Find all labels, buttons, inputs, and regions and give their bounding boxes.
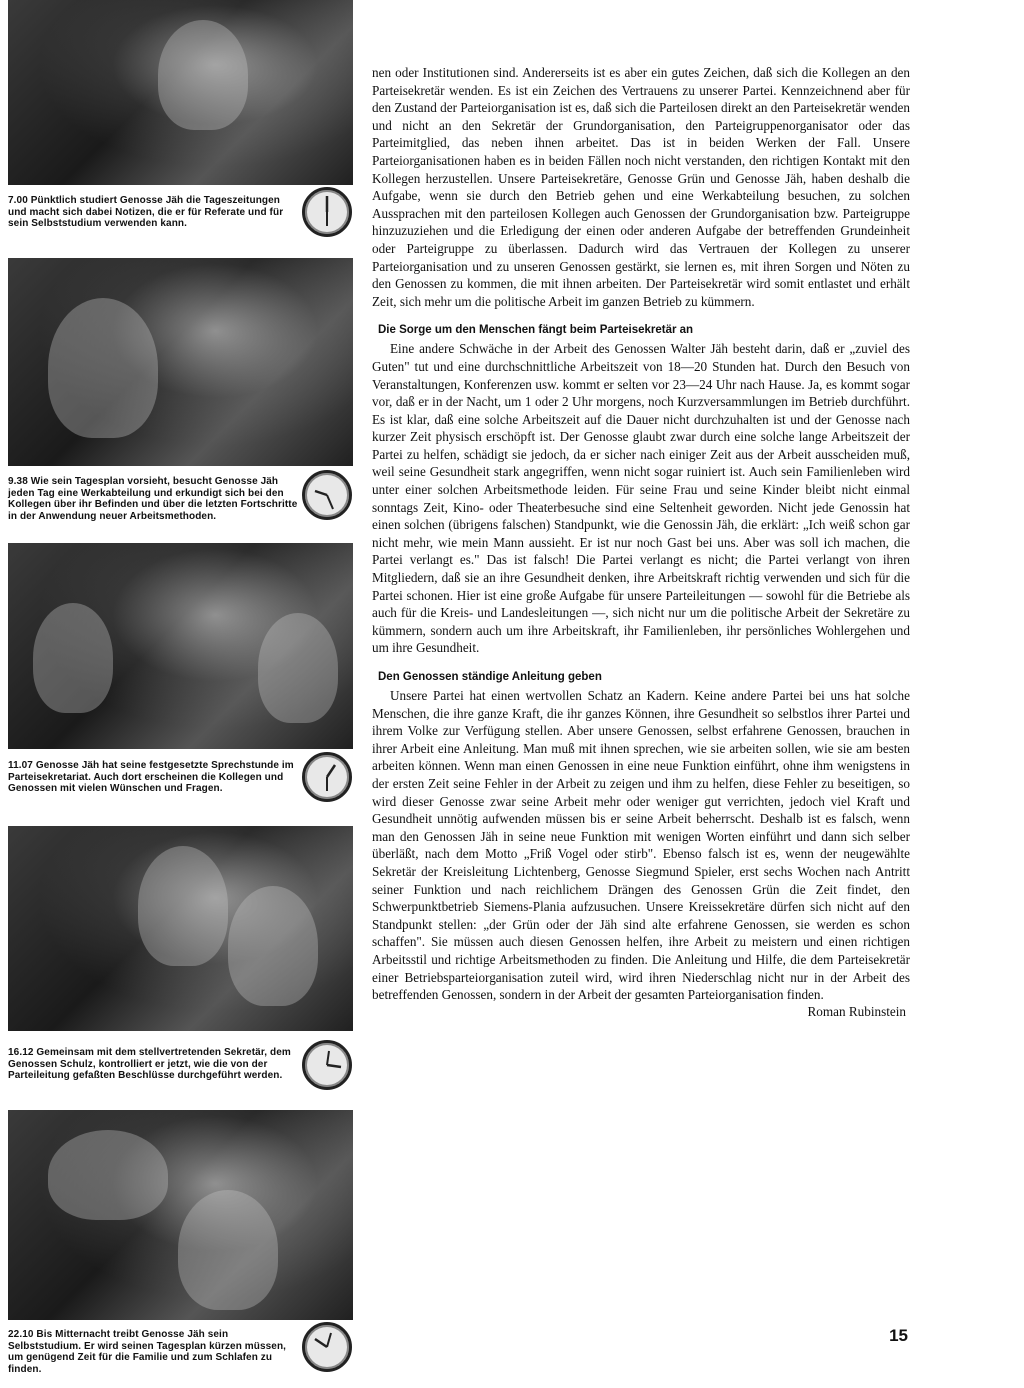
article-intro: nen oder Institutionen sind. Andererseits ist es aber ein gutes Zeichen, daß sich die Kollegen an den Parteisekretär wenden. Es ist ein Zeichen des Vertrauens zu unserer Partei. Kennzeichnend aber für den Zustand der Parteiorganisation ist es, daß sich die Parteilosen direkt an den Parteisekretär wenden und nicht an den Sekretär der Grundorganisation, den Parteigruppenorganisator oder das Parteimitglied, das neben ihnen arbeitet. Das ist in beiden Werken der Fall. Unsere Parteiorganisationen haben es in beiden Fällen noch nicht verstanden, den richtigen Kontakt mit den Kollegen herzustellen. Unsere Parteisekretäre, Genosse Grün und Genosse Jäh, haben deshalb die Aufgabe, wenn sie durch den Betrieb gehen und eine Werkabteilung besuchen, zu solchen Aussprachen mit den parteilosen Kollegen auch Genossen der Grundorganisation bzw. Parteigruppe hinzuzuziehen und die Erledigung der einen oder anderen Aufgabe der betreffenden Grundeinheit oder Parteigruppe zu überlassen. Dadurch wird das Vertrauen der Kollegen zu unserer Parteiorganisation und zu unseren Genossen gestärkt, sie lernen es, mit ihren Sorgen und Nöten zu den Genossen zu kommen, die mit ihnen arbeiten. Der Parteisekretär wird somit entlastet und erhält Zeit, sich mehr um die politische Arbeit im ganzen Betrieb zu kümmern. bbox=[372, 65, 910, 309]
clock-icon bbox=[302, 187, 352, 237]
caption-2 bbox=[8, 476, 298, 522]
photo-column bbox=[8, 0, 353, 1388]
caption-text: Genosse Jäh hat seine festgesetzte Sprechstunde im Parteisekretariat. Auch dort erscheinen die Kollegen und Genossen mit vielen Wünschen und Fragen. bbox=[8, 760, 294, 794]
caption-text: Bis Mitternacht treibt Genosse Jäh sein Selbststudium. Er wird seinen Tagesplan kürzen müssen, um genügend Zeit für die Familie und zum Schlafen zu finden. bbox=[8, 1329, 287, 1375]
section-heading: Den Genossen ständige Anleitung geben bbox=[378, 671, 602, 683]
page-number: 15 bbox=[889, 1326, 908, 1345]
photo-workshop-visit bbox=[8, 258, 353, 466]
article-section-2: Unsere Partei hat einen wertvollen Schatz an Kadern. Keine andere Partei bei uns hat solche Menschen, die ihre ganze Kraft, die ihr ganzes Können, ihre Gesundheit so selbstlos ihrer Partei und ihrem Volke zur Verfügung stellen. Aber unsere Genossen, selbst erfahrene Genossen, brauchen in ihrer Arbeit eine Anleitung. Man muß mit ihnen sprechen, wie sie arbeiten sollen, wie sie am besten arbeiten können. Wenn man einen Genossen in eine neue Funktion einführt, ohne ihm wenigstens in der ersten Zeit seine Fehler in der Arbeit zu zeigen und ihm zu helfen, diese Fehler zu beseitigen, so wird dieser Genosse zwar seine Arbeit mehr oder weniger gut verrichten, jedoch viel Kraft und Gesundheit unnötig aufwenden müssen bis er seine Arbeit beherrscht. Deshalb ist es falsch, wenn man den Genossen Jäh in seine neue Funktion mit wenigen Worten einführt und dann sich selber überläßt, nach dem Motto „Friß Vogel oder stirb". Ebenso falsch ist es, wenn der neugewählte Sekretär der Kreisleitung Lichtenberg, Genosse Siegmund Spieler, erst sechs Wochen nach Antritt seiner Funktion und nach reichlichem Drängen des Genossen Grün die Zeit findet, den Schwerpunktbetrieb Siemens-Plania aufzusuchen. Unsere Kreissekretäre dürfen sich nicht auf den Standpunkt stellen: „der Grün oder der Jäh sind alte erfahrene Genossen, sie werden es schon schaffen". Sie müssen auch diesen Genossen helfen, ihre Arbeit zu meistern und einen richtigen Arbeitsstil und richtige Arbeitsmethoden zu finden. Die Anleitung und Hilfe, die dem Parteisekretär einer Betriebsparteiorganisation zuteil wird, wird ihren Niederschlag nicht nur in der Arbeit des betreffenden Genossen, sondern in der Arbeit der gesamten Parteiorganisation finden. bbox=[372, 688, 910, 1003]
caption-4 bbox=[8, 1047, 298, 1082]
photo-consultation-hour bbox=[8, 543, 353, 749]
caption-text: Pünktlich studiert Genosse Jäh die Tageszeitungen und macht sich dabei Notizen, die er für Referate und für sein Selbststudium verwenden kann. bbox=[8, 195, 284, 229]
caption-time: 11.07 bbox=[8, 760, 33, 771]
caption-time: 7.00 bbox=[8, 195, 28, 206]
caption-time: 16.12 bbox=[8, 1047, 34, 1058]
section-heading: Die Sorge um den Menschen fängt beim Parteisekretär an bbox=[378, 324, 694, 337]
photo-reading-newspaper bbox=[8, 0, 353, 185]
caption-3 bbox=[8, 760, 298, 795]
clock-icon bbox=[302, 470, 352, 520]
author-name: Roman Rubinstein bbox=[807, 1003, 906, 1019]
clock-icon bbox=[302, 752, 352, 802]
caption-time: 22.10 bbox=[8, 1329, 34, 1340]
caption-5 bbox=[8, 1329, 298, 1375]
clock-icon bbox=[302, 1322, 352, 1372]
article-section-1: Eine andere Schwäche in der Arbeit des Genossen Walter Jäh besteht darin, daß er „zuviel des Guten" tut und eine durchschnittliche Arbeitszeit von 18—20 Stunden hat. Durch den Besuch von Veranstaltungen, Konferenzen usw. kommt er selten vor 23—24 Uhr nach Hause. Ja, es kommt sogar vor, daß er in der Nacht, um 1 oder 2 Uhr morgens, noch Kurzversammlungen im Betrieb durchführt. Es ist klar, daß eine solche Arbeitszeit auf die Dauer nicht durchzuhalten ist und der Genosse nach kurzer Zeit physisch erschöpft ist. Der Genosse glaubt zwar durch eine solche lange Arbeitszeit der Partei zu helfen, schädigt sie jedoch, da er sicher nach einiger Zeit aus der Arbeit ausscheiden muß, weil seine Gesundheit stark angegriffen, wenn nicht sogar ruiniert ist. Auch sein Familienleben wird unter einer solchen Arbeitsmethode leiden. Für seine Frau und seine Kinder bleibt nicht einmal sonntags Zeit, Kino- oder Theaterbesuche sind eine Seltenheit geworden. Nicht jede Genossin hat einen solchen (übrigens falschen) Standpunkt, wie die Genossin Jäh, die erklärt: „Ich weiß schon gar nicht mehr, wie mein Mann aussieht. Er ist nur noch Gast bei uns. Aber was soll ich machen, die Partei verlangt es." Das ist falsch! Die Partei verlangt es nicht; die Partei verlangt von ihren Mitgliedern, daß sie an ihre Gesundheit denken, ihre Arbeitskraft richtig verwenden und sich für die Partei schonen. Hier ist eine große Aufgabe für unsere Parteileitungen — sowohl für die Betriebe als auch für die Kreis- und Landesleitungen —, sich nicht nur um die politische Arbeit der Sekretäre zu kümmern, sondern auch um ihre Arbeitskraft, ihr Familienleben, ihr persönliches Wohlergehen und um ihre Gesundheit. bbox=[372, 341, 910, 656]
clock-icon bbox=[302, 1040, 352, 1090]
caption-text: Gemeinsam mit dem stellvertretenden Sekretär, dem Genossen Schulz, kontrolliert er jetzt, wie die von der Parteileitung gefaßten Beschlüsse durchgeführt werden. bbox=[8, 1047, 291, 1081]
article-body bbox=[372, 64, 910, 1020]
photo-checking-decisions bbox=[8, 826, 353, 1031]
caption-1 bbox=[8, 195, 298, 230]
photo-self-study bbox=[8, 1110, 353, 1320]
caption-text: Wie sein Tagesplan vorsieht, besucht Genosse Jäh jeden Tag eine Werkabteilung und erkundigt sich bei den Kollegen über ihr Befinden und über die letzten Fortschritte in der Anwendung neuer Arbeitsmethoden. bbox=[8, 476, 298, 522]
caption-time: 9.38 bbox=[8, 476, 28, 487]
